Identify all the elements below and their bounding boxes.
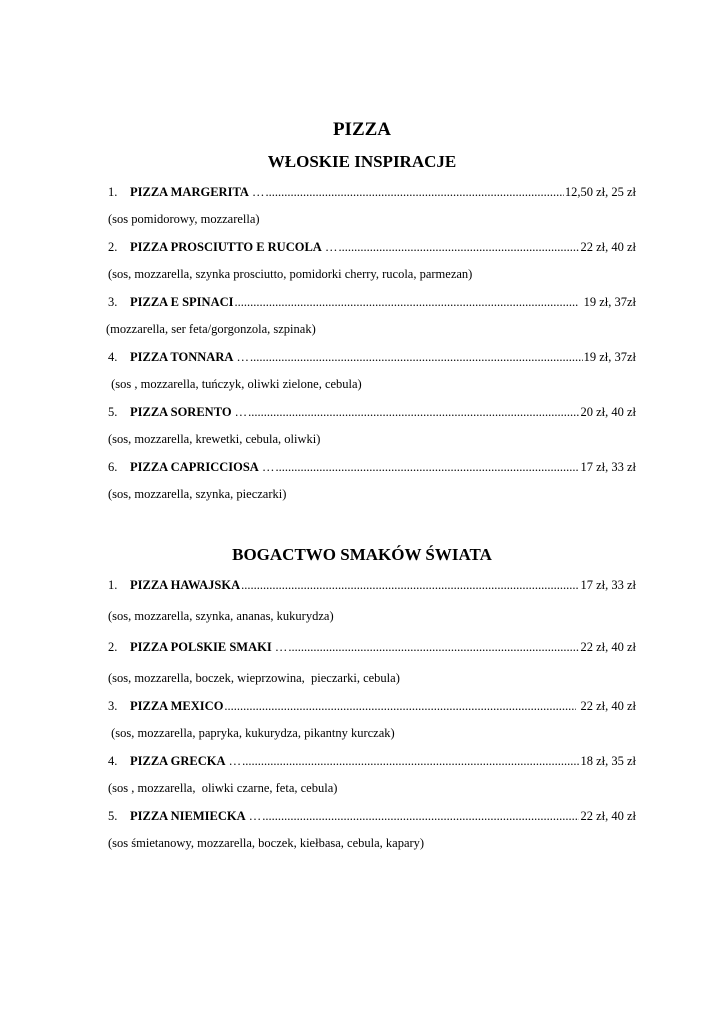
item-leader: … (225, 754, 242, 768)
item-name: PIZZA CAPRICCIOSA (130, 460, 259, 474)
item-price: 19 zł, 37zł (580, 295, 636, 309)
item-name: PIZZA E SPINACI (130, 295, 234, 309)
item-description: (sos, mozzarella, boczek, wieprzowina, pieczarki, cebula) (108, 671, 400, 685)
item-number: 1. (108, 185, 118, 199)
dot-leader (248, 404, 579, 421)
item-price: 22 zł, 40 zł (580, 640, 636, 654)
item-price: 12,50 zł, 25 zł (564, 185, 636, 199)
item-description: (mozzarella, ser feta/gorgonzola, szpinak) (106, 322, 316, 336)
item-number: 2. (108, 640, 118, 654)
dot-leader (241, 577, 579, 594)
item-price: 18 zł, 35 zł (580, 754, 636, 768)
dot-leader (262, 808, 579, 825)
item-name: PIZZA POLSKIE SMAKI (130, 640, 272, 654)
item-price: 19 zł, 37zł (583, 350, 636, 364)
item-number: 5. (108, 809, 118, 823)
item-price: 20 zł, 40 zł (580, 405, 636, 419)
item-number: 1. (108, 578, 118, 592)
item-name: PIZZA SORENTO (130, 405, 232, 419)
item-description: (sos, mozzarella, papryka, kukurydza, pikantny kurczak) (108, 726, 395, 740)
menu-item (108, 459, 636, 476)
item-price: 22 zł, 40 zł (577, 699, 636, 713)
item-description: (sos, mozzarella, krewetki, cebula, oliwki) (108, 432, 321, 446)
menu-item (108, 639, 636, 656)
item-price: 17 zł, 33 zł (580, 460, 636, 474)
item-number: 5. (108, 405, 118, 419)
item-leader: … (233, 350, 250, 364)
item-description: (sos, mozzarella, szynka prosciutto, pomidorki cherry, rucola, parmezan) (108, 267, 473, 281)
item-name: PIZZA MEXICO (130, 699, 224, 713)
dot-leader (235, 294, 580, 311)
dot-leader (242, 753, 579, 770)
dot-leader (266, 184, 564, 201)
section-heading-world: BOGACTWO SMAKÓW ŚWIATA (232, 545, 492, 564)
page-title: PIZZA (332, 119, 392, 140)
item-number: 3. (108, 699, 118, 713)
menu-item (108, 753, 636, 770)
item-description: (sos śmietanowy, mozzarella, boczek, kiełbasa, cebula, kapary) (108, 836, 425, 850)
item-name: PIZZA MARGERITA (130, 185, 249, 199)
item-number: 4. (108, 754, 118, 768)
menu-item (108, 239, 636, 256)
item-name: PIZZA TONNARA (130, 350, 234, 364)
item-number: 2. (108, 240, 118, 254)
menu-item (108, 349, 636, 366)
item-description: (sos , mozzarella, tuńczyk, oliwki zielone, cebula) (108, 377, 362, 391)
item-leader: … (245, 809, 262, 823)
item-price: 22 zł, 40 zł (580, 240, 636, 254)
item-price: 17 zł, 33 zł (580, 578, 636, 592)
item-description: (sos , mozzarella, oliwki czarne, feta, cebula) (108, 781, 338, 795)
item-number: 6. (108, 460, 118, 474)
item-leader: … (231, 405, 248, 419)
menu-item (108, 698, 636, 715)
menu-item (108, 184, 636, 201)
item-description: (sos pomidorowy, mozzarella) (108, 212, 260, 226)
dot-leader (288, 639, 579, 656)
dot-leader (275, 459, 579, 476)
item-name: PIZZA NIEMIECKA (130, 809, 246, 823)
dot-leader (338, 239, 579, 256)
item-name: PIZZA PROSCIUTTO E RUCOLA (130, 240, 322, 254)
menu-item (108, 294, 636, 311)
item-name: PIZZA HAWAJSKA (130, 578, 241, 592)
menu-item (108, 808, 636, 825)
item-name: PIZZA GRECKA (130, 754, 226, 768)
dot-leader (250, 349, 583, 366)
item-number: 3. (108, 295, 118, 309)
item-leader: … (321, 240, 338, 254)
item-description: (sos, mozzarella, szynka, ananas, kukurydza) (108, 609, 334, 623)
item-leader: … (248, 185, 265, 199)
item-leader: … (258, 460, 275, 474)
dot-leader (224, 698, 576, 715)
menu-item (108, 577, 636, 594)
item-number: 4. (108, 350, 118, 364)
item-description: (sos, mozzarella, szynka, pieczarki) (108, 487, 287, 501)
item-leader: … (271, 640, 288, 654)
section-heading-italian: WŁOSKIE INSPIRACJE (267, 152, 457, 171)
item-price: 22 zł, 40 zł (580, 809, 636, 823)
menu-item (108, 404, 636, 421)
